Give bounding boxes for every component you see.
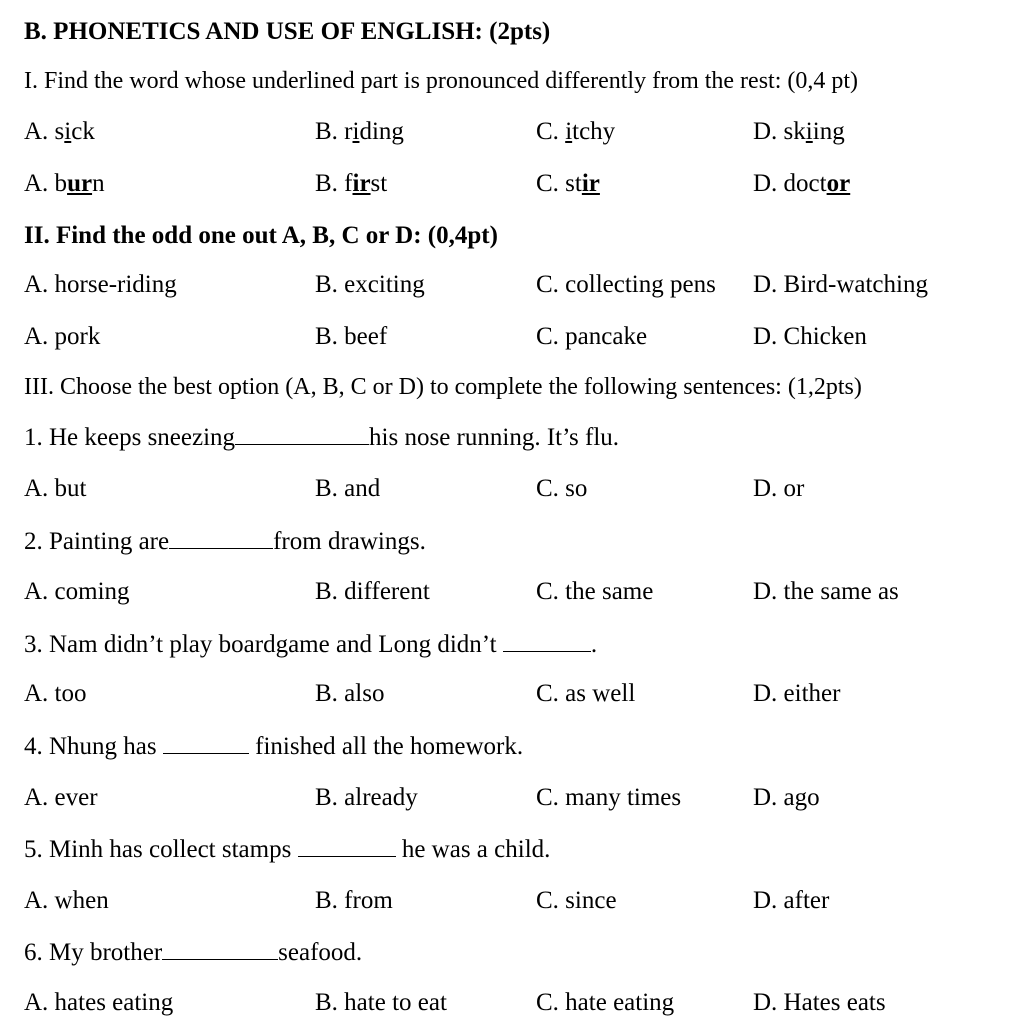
part3-q4-option-d: D. ago [753,784,820,811]
part3-q2-stem: 2. Painting are from drawings. [24,528,426,555]
part3-q1-option-d: D. or [753,475,805,502]
part1-q1-option-d: D. skiing [753,118,845,145]
part1-q2-option-b: B. first [315,170,388,197]
part2-q2-option-b: B. beef [315,323,388,350]
part3-q2-option-d: D. the same as [753,578,899,605]
part2-q1-option-c: C. collecting pens [536,271,716,298]
part1-q1-option-b: B. riding [315,118,404,145]
answer-blank [169,526,273,549]
part3-q4-option-a: A. ever [24,784,98,811]
part3-q5-option-c: C. since [536,887,617,914]
part3-q1-option-b: B. and [315,475,381,502]
part3-q5-option-b: B. from [315,887,393,914]
part3-q4-option-c: C. many times [536,784,682,811]
part1-heading: I. Find the word whose underlined part is pronounced differently from the rest: (0,4 pt) [24,68,859,94]
part2-q1-option-a: A. horse-riding [24,271,177,298]
part3-q1-stem: 1. He keeps sneezing his nose running. It’s flu. [24,424,620,451]
answer-blank [162,937,278,960]
answer-blank [298,834,396,857]
part3-q4-option-b: B. already [315,784,418,811]
part2-q1-option-d: D. Bird-watching [753,271,928,298]
part2-q2-option-a: A. pork [24,323,101,350]
part2-q1-option-b: B. exciting [315,271,425,298]
part3-q5-option-d: D. after [753,887,830,914]
part3-q6-option-c: C. hate eating [536,989,675,1016]
part3-q3-stem: 3. Nam didn’t play boardgame and Long didn’t . [24,631,598,658]
part2-q2-option-c: C. pancake [536,323,648,350]
section-title: B. PHONETICS AND USE OF ENGLISH: (2pts) [24,18,551,45]
part1-q1-option-c: C. itchy [536,118,616,145]
answer-blank [235,422,369,445]
part1-q2-option-c: C. stir [536,170,600,197]
part3-q1-option-a: A. but [24,475,87,502]
part3-heading: III. Choose the best option (A, B, C or D) to complete the following sentences: (1,2pts) [24,374,862,400]
part1-q2-option-d: D. doctor [753,170,851,197]
part3-q4-stem: 4. Nhung has finished all the homework. [24,733,524,760]
answer-blank [503,629,591,652]
part3-q6-stem: 6. My brother seafood. [24,939,363,966]
part3-q3-option-a: A. too [24,680,87,707]
part3-q2-option-a: A. coming [24,578,130,605]
part3-q6-option-d: D. Hates eats [753,989,886,1016]
part3-q5-stem: 5. Minh has collect stamps he was a child. [24,836,551,863]
part3-q3-option-d: D. either [753,680,841,707]
part2-heading: II. Find the odd one out A, B, C or D: (0,4pt) [24,222,498,249]
part3-q2-option-b: B. different [315,578,430,605]
part3-q3-option-c: C. as well [536,680,636,707]
part3-q5-option-a: A. when [24,887,109,914]
part3-q2-option-c: C. the same [536,578,654,605]
part3-q6-option-b: B. hate to eat [315,989,447,1016]
part3-q6-option-a: A. hates eating [24,989,174,1016]
part3-q3-option-b: B. also [315,680,385,707]
part2-q2-option-d: D. Chicken [753,323,867,350]
part1-q2-option-a: A. burn [24,170,105,197]
answer-blank [163,731,249,754]
part1-q1-option-a: A. sick [24,118,95,145]
part3-q1-option-c: C. so [536,475,588,502]
